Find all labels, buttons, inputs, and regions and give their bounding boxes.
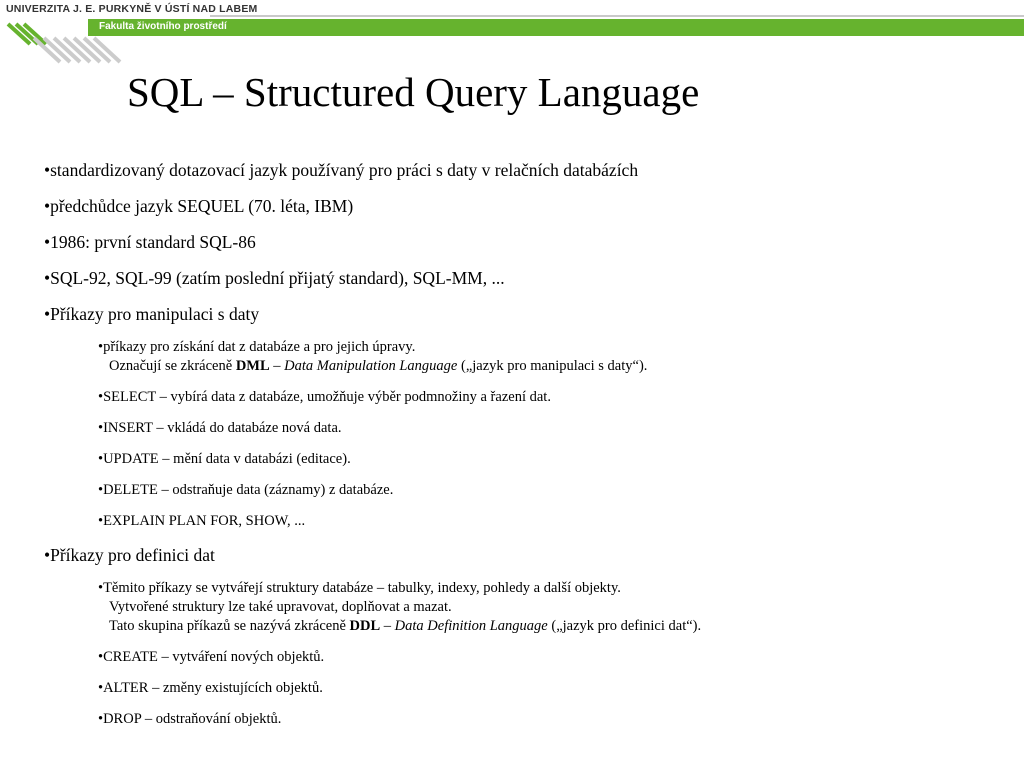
dml-item-insert: •INSERT – vkládá do databáze nová data. — [98, 420, 342, 436]
dml-item-update: •UPDATE – mění data v databázi (editace). — [98, 451, 351, 467]
slide-content — [44, 160, 1004, 741]
dml-intro-line2 — [98, 358, 647, 374]
dml-dash: – — [269, 358, 285, 374]
ddl-item-create: •CREATE – vytváření nových objektů. — [98, 649, 325, 665]
ddl-dash: – — [380, 618, 395, 634]
slide-title: SQL – Structured Query Language — [127, 69, 700, 115]
ddl-intro-line2: Vytvořené struktury lze také upravovat, doplňovat a mazat. — [109, 599, 452, 615]
dml-full-name: Data Manipulation Language — [284, 358, 458, 374]
university-name: UNIVERZITA J. E. PURKYNĚ V ÚSTÍ NAD LABEM — [6, 3, 258, 15]
ddl-abbr: DDL — [349, 618, 381, 634]
ddl-intro-line3 — [98, 618, 701, 634]
header-rule — [210, 15, 1024, 17]
dml-item-delete: •DELETE – odstraňuje data (záznamy) z databáze. — [98, 482, 394, 498]
ddl-intro-prefix: Tato skupina příkazů se nazývá zkráceně — [109, 618, 350, 634]
ddl-intro-line1: •Těmito příkazy se vytvářejí struktury databáze – tabulky, indexy, pohledy a další objekty. — [98, 580, 621, 596]
ddl-item-drop: •DROP – odstraňování objektů. — [98, 711, 282, 727]
dml-item-explain: •EXPLAIN PLAN FOR, SHOW, ... — [98, 513, 306, 529]
bullet-first-standard: •1986: první standard SQL-86 — [44, 232, 256, 252]
bullet-dml-heading: •Příkazy pro manipulaci s daty — [44, 304, 260, 324]
dml-intro-line1: •příkazy pro získání dat z databáze a pro jejich úpravy. — [98, 339, 416, 355]
ddl-full-name: Data Definition Language — [394, 618, 548, 634]
faculty-bar — [88, 19, 1024, 36]
faculty-name: Fakulta životního prostředí — [99, 21, 227, 32]
dml-intro — [98, 338, 1004, 376]
bullet-standards: •SQL-92, SQL-99 (zatím poslední přijatý standard), SQL-MM, ... — [44, 268, 505, 288]
dml-abbr: DML — [235, 358, 270, 374]
dml-item-select: •SELECT – vybírá data z databáze, umožňuje výběr podmnožiny a řazení dat. — [98, 389, 551, 405]
university-header — [0, 0, 1024, 70]
ddl-intro-suffix: („jazyk pro definici dat“). — [547, 618, 702, 634]
bullet-ddl-heading: •Příkazy pro definici dat — [44, 545, 215, 565]
bullet-definition: •standardizovaný dotazovací jazyk používaný pro práci s daty v relačních databázích — [44, 160, 639, 180]
dml-intro-prefix: Označují se zkráceně — [109, 358, 236, 374]
ddl-intro — [98, 579, 1004, 636]
dml-intro-suffix: („jazyk pro manipulaci s daty“). — [457, 358, 648, 374]
ddl-item-alter: •ALTER – změny existujících objektů. — [98, 680, 323, 696]
bullet-predecessor: •předchůdce jazyk SEQUEL (70. léta, IBM) — [44, 196, 354, 216]
